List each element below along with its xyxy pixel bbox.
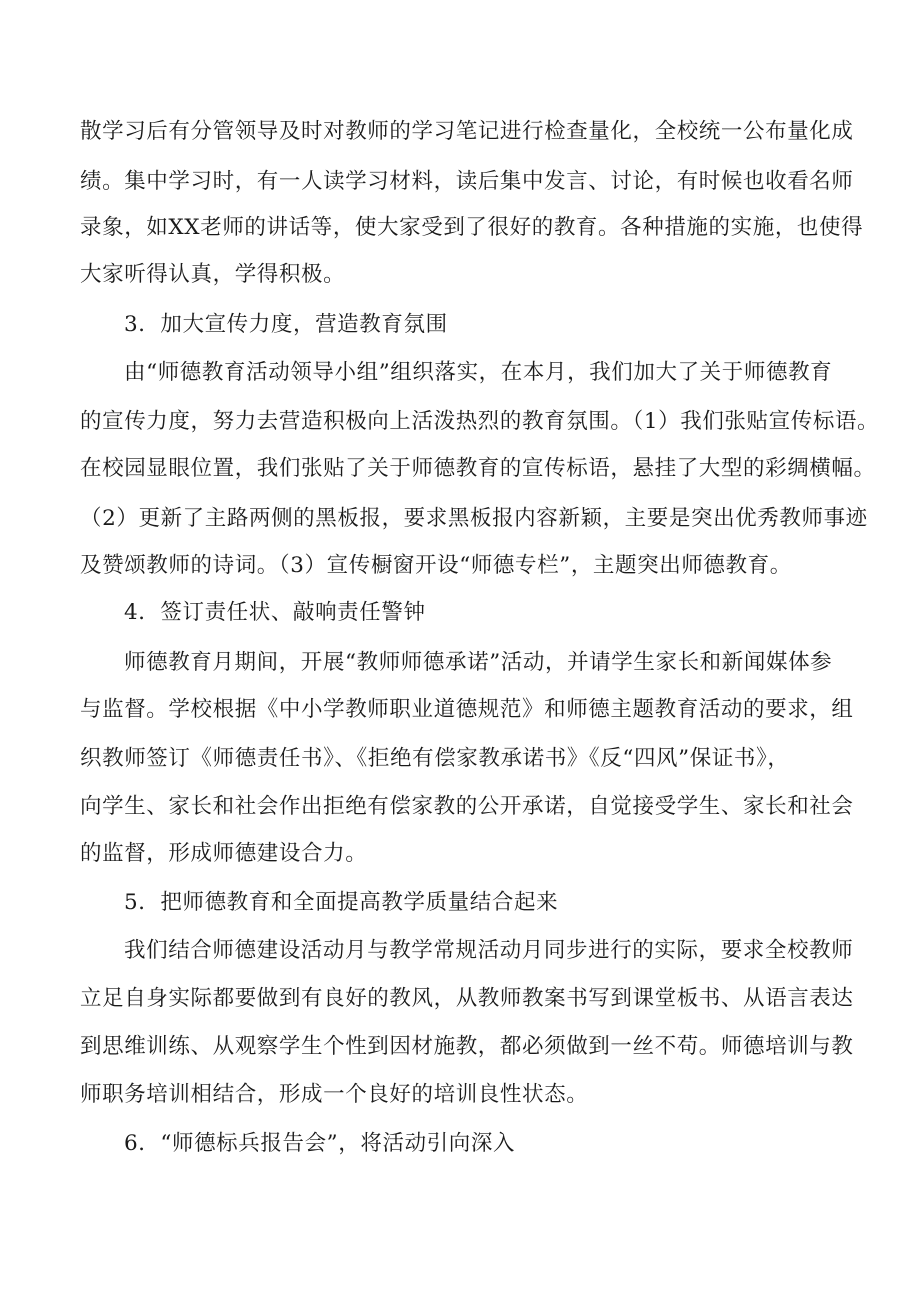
paragraph-line: 散学习后有分管领导及时对教师的学习笔记进行检查量化，全校统一公布量化成 bbox=[80, 119, 854, 144]
paragraph-line: 的监督，形成师德建设合力。 bbox=[80, 841, 368, 866]
paragraph-line: 到思维训练、从观察学生个性到因材施教，都必须做到一丝不苟。师德培训与教 bbox=[80, 1034, 854, 1059]
paragraph-line: 师德教育月期间，开展“教师师德承诺”活动，并请学生家长和新闻媒体参 bbox=[124, 650, 833, 675]
section-heading-5: 5．把师德教育和全面提高教学质量结合起来 bbox=[124, 890, 559, 915]
section-heading-4: 4．签订责任状、敲响责任警钟 bbox=[124, 600, 426, 625]
section-heading-3: 3．加大宣传力度，营造教育氛围 bbox=[124, 312, 448, 337]
paragraph-line: 立足自身实际都要做到有良好的教风，从教师教案书写到课堂板书、从语言表达 bbox=[80, 986, 854, 1011]
paragraph-line: 织教师签订《师德责任书》、《拒绝有偿家教承诺书》《反“四风”保证书》， bbox=[80, 746, 790, 771]
paragraph-line: 由“师德教育活动领导小组”组织落实，在本月，我们加大了关于师德教育 bbox=[124, 360, 833, 385]
paragraph-line: 我们结合师德建设活动月与教学常规活动月同步进行的实际，要求全校教师 bbox=[124, 938, 854, 963]
paragraph-line: 大家听得认真，学得积极。 bbox=[80, 262, 346, 287]
paragraph-line: 向学生、家长和社会作出拒绝有偿家教的公开承诺，自觉接受学生、家长和社会 bbox=[80, 794, 854, 819]
paragraph-line: 录象，如XX老师的讲话等，使大家受到了很好的教育。各种措施的实施，也使得 bbox=[80, 215, 864, 240]
section-heading-6: 6．“师德标兵报告会”，将活动引向深入 bbox=[124, 1131, 516, 1156]
paragraph-line: 绩。集中学习时，有一人读学习材料，读后集中发言、讨论，有时候也收看名师 bbox=[80, 169, 854, 194]
paragraph-line: 在校园显眼位置，我们张贴了关于师德教育的宣传标语，悬挂了大型的彩绸横幅。 bbox=[80, 456, 876, 481]
paragraph-line: 的宣传力度，努力去营造积极向上活泼热烈的教育氛围。（1）我们张贴宣传标语。 bbox=[80, 409, 880, 434]
paragraph-line: （2）更新了主路两侧的黑板报，要求黑板报内容新颖，主要是突出优秀教师事迹 bbox=[80, 506, 868, 531]
paragraph-line: 师职务培训相结合，形成一个良好的培训良性状态。 bbox=[80, 1082, 589, 1107]
paragraph-line: 与监督。学校根据《中小学教师职业道德规范》和师德主题教育活动的要求，组 bbox=[80, 697, 854, 722]
paragraph-line: 及赞颂教师的诗词。（3）宣传橱窗开设“师德专栏”，主题突出师德教育。 bbox=[80, 553, 792, 578]
